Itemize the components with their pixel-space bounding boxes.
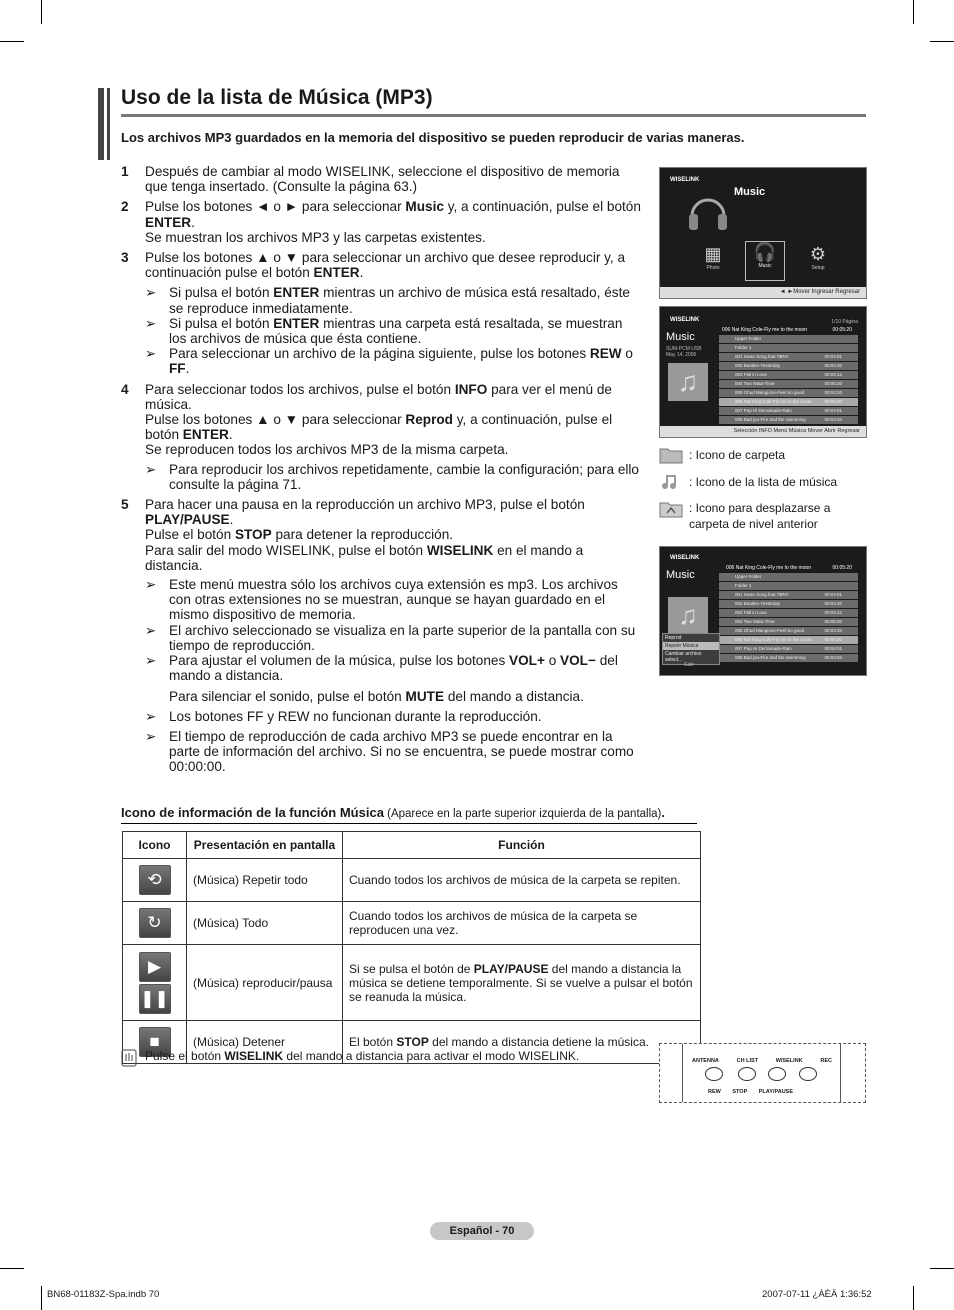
screen-title: Music [734, 186, 766, 198]
step-2: 2 Pulse los botones ◄ o ► para seleccionar Music y, a continuación, pulse el botón ENTER. Se muestran los archivos MP3 y las carpetas existentes. [121, 199, 641, 245]
step-4-note: ➢ Para reproducir los archivos repetidamente, cambie la configuración; para ello consulte la página 71. [145, 461, 639, 492]
file-name: 008 Bad joo-Fire and the swimming [735, 655, 806, 660]
file-duration: 00:03:04 [824, 655, 842, 660]
headphones-icon [686, 190, 730, 234]
list-item[interactable] [719, 627, 858, 635]
tip: Pulse el botón WISELINK del mando a distancia para activar el modo WISELINK. [121, 1049, 579, 1067]
file-name: 005 Ohud Mangione-Feel So good [735, 390, 805, 395]
music-note-large-icon: ♫ [668, 597, 708, 633]
screen-nav-bar: ◄ ►Mover Ingresar Regresar [660, 287, 866, 298]
wiselink-logo: WISELINK [670, 317, 700, 323]
file-name: Folder 1 [735, 583, 752, 588]
table-row: ■ (Música) Detener El botón STOP del mando a distancia detiene la música. [123, 1021, 701, 1064]
wiselink-logo: WISELINK [670, 177, 700, 183]
file-duration: 00:05:20 [824, 619, 842, 624]
step-5-note-4: ➢ Los botones FF y REW no funcionan durante la reproducción. [145, 708, 542, 724]
photo-tile: ▦ Photo [704, 244, 722, 271]
list-item[interactable] [719, 398, 858, 406]
step-5: 5 Para hacer una pausa en la reproducción un archivo MP3, pulse el botón PLAY/PAUSE. Pulse el botón STOP para detener la reproducción. Para salir del modo WISELINK, pulse el botón WISELINK en el mando a distancia. [121, 497, 585, 573]
step-1: 1 Después de cambiar al modo WISELINK, seleccione el dispositivo de memoria que tenga insertado. (Consulte la página 63.) [121, 164, 620, 195]
legend-folder: : Icono de carpeta [659, 446, 785, 464]
screenshot-music-menu [659, 167, 867, 299]
step-5-note-1: ➢ Este menú muestra sólo los archivos cuya extensión es mp3. Los archivos con otras extensiones no se muestran, aunque se hayan guardado en el mismo dispositivo de memoria. [145, 577, 618, 623]
file-name: 001 Swan Song feat.TBNY [735, 354, 789, 359]
music-tile: 🎧 Music [745, 241, 785, 281]
file-name: 007 Pop Hi Derramado-Rain [735, 408, 792, 413]
file-name: Folder 1 [735, 345, 752, 350]
list-item[interactable] [719, 618, 858, 626]
file-duration: 00:04:01 [824, 646, 842, 651]
file-duration: 00:04:20 [824, 628, 842, 633]
list-item[interactable] [719, 353, 858, 361]
step-3: 3 Pulse los botones ▲ o ▼ para seleccionar un archivo que desee reproducir y, a continuación pulse el botón ENTER. [121, 250, 626, 281]
step-3-note-1: ➢ Si pulsa el botón ENTER mientras un archivo de música está resaltado, éste se reproduce inmediatamente. [145, 285, 630, 316]
step-5-note-3: ➢ Para ajustar el volumen de la música, pulse los botones VOL+ o VOL− del mando a distancia. [145, 653, 618, 684]
file-duration: 00:05:20 [824, 381, 842, 386]
screenshot-music-list: WISELINK 1/10 Página Music SUM-PCM USB May 14, 2006 ♫ 006 Nat King Cole-Fly me to the moon 00:05:20 Upper Folder Folder 1 001 Swan Song feat.TBNY 00:04:01 002 Beatles-Yesterday 00:04:20 003 Fall in Love 00:04:12 004 Two Mata-Time 00:05:20 005 Ohud Mangione-Feel So good 00:04:20 006 Nat King Cole-Fly me to the moon 00:05:20 007 Pop Hi Derramado-Rain 00:04:01 008 Bad joo-Fire and the swimming 00:03:04 Selección INFO Menú Música Mover Abrir Regresar [659, 306, 867, 438]
repeat-once-icon: ↻ [139, 908, 171, 938]
menu-item-reprod[interactable]: Reprod [665, 635, 682, 641]
file-duration: 00:04:20 [824, 363, 842, 368]
menu-item-cambiar[interactable]: Cambiar archivo select.. [665, 651, 702, 663]
file-duration: 00:04:12 [824, 610, 842, 615]
remote-image [659, 1043, 866, 1103]
list-item[interactable] [719, 416, 858, 424]
play-icon: ▶ [139, 952, 171, 982]
file-name: 002 Beatles-Yesterday [735, 363, 781, 368]
table-heading: Icono de información de la función Música (Aparece en la parte superior izquierda de la pantalla). [121, 805, 665, 820]
file-duration: 00:04:12 [824, 372, 842, 377]
pause-icon: ❚❚ [139, 984, 171, 1014]
file-name: 006 Nat King Cole-Fly me to the moon [735, 399, 812, 404]
screenshot-music-info-menu: WISELINK Music 006 Nat King Cole-Fly me to the moon 00:05:20 ♫ Upper Folder Folder 1 001 Swan Song feat.TBNY 00:04:01 002 Beatles-Yesterday 00:04:20 003 Fall in Love 00:04:12 004 Two Mata-Time 00:05:20 005 Ohud Mangione-Feel So good 00:04:20 006 Nat King Cole-Fly me to the moon 00:05:20 007 Pop Hi Derramado-Rain 00:04:01 008 Bad joo-Fire and the swimming 00:03:04 Reprod Repetir Música Cambiar archivo select.. Salir [659, 546, 867, 676]
icon-info-table: Icono Presentación en pantalla Función ⟲ (Música) Repetir todo Cuando todos los archivos de música de la carpeta se repiten. ↻ (Música) Todo Cuando todos los archivos de música de la carpeta se reproducen una vez. ▶ ❚❚ (Música) reproducir/pausa Si se pulsa el botón de PLAY/PAUSE del mando a distancia la música se detiene temporalmente. Si se vuelve a pulsar el botón se reanuda la música. ■ (Música) Detener El botón STOP del mando a distancia detiene la música. [122, 831, 701, 1064]
list-item[interactable] [719, 591, 858, 599]
page-title: Uso de la lista de Música (MP3) [121, 86, 433, 109]
file-name: 002 Beatles-Yesterday [735, 601, 781, 606]
file-name: Upper Folder [735, 336, 762, 341]
file-duration: 00:04:01 [824, 592, 842, 597]
screen-nav-bar: Selección INFO Menú Música Mover Abrir Regresar [660, 426, 866, 437]
list-item[interactable] [719, 380, 858, 388]
info-popup-menu [662, 633, 720, 665]
file-duration: 00:05:20 [824, 399, 842, 404]
music-note-large-icon: ♫ [668, 363, 708, 401]
remote-row-1: ANTENNA CH LIST WISELINK REC [692, 1058, 832, 1064]
folder-icon [659, 446, 683, 464]
file-name: 003 Fall in Love [735, 610, 767, 615]
table-row: ⟲ (Música) Repetir todo Cuando todos los archivos de música de la carpeta se repiten. [123, 859, 701, 902]
list-item[interactable] [719, 335, 858, 343]
list-item[interactable] [719, 600, 858, 608]
step-5-note-2: ➢ El archivo seleccionado se visualiza en la parte superior de la pantalla con su tiempo de reproducción. [145, 622, 636, 653]
file-name: 004 Two Mata-Time [735, 381, 775, 386]
table-row: ▶ ❚❚ (Música) reproducir/pausa Si se pulsa el botón de PLAY/PAUSE del mando a distancia la música se detiene temporalmente. Si se vuelve a pulsar el botón se reanuda la música. [123, 945, 701, 1021]
file-duration: 00:03:04 [824, 417, 842, 422]
steps [121, 164, 641, 775]
page-number: Español - 70 [430, 1222, 534, 1240]
file-name: 006 Nat King Cole-Fly me to the moon [735, 637, 812, 642]
file-name: 005 Ohud Mangione-Feel So good [735, 628, 805, 633]
list-item[interactable] [719, 636, 858, 644]
stop-icon: ■ [139, 1027, 171, 1057]
note-hand-icon [121, 1049, 137, 1067]
remote-row-2: REW STOP PLAY/PAUSE [708, 1089, 793, 1095]
step-3-note-3: ➢ Para seleccionar un archivo de la página siguiente, pulse los botones REW o FF. [145, 346, 633, 377]
list-item[interactable] [719, 645, 858, 653]
file-name: 008 Bad joo-Fire and the swimming [735, 417, 806, 422]
title-rule [121, 114, 866, 117]
file-name: 001 Swan Song feat.TBNY [735, 592, 789, 597]
wiselink-logo: WISELINK [670, 555, 700, 561]
file-name: 007 Pop Hi Derramado-Rain [735, 646, 792, 651]
file-name: 003 Fall in Love [735, 372, 767, 377]
file-name: 004 Two Mata-Time [735, 619, 775, 624]
file-duration: 00:05:20 [824, 637, 842, 642]
repeat-all-icon: ⟲ [139, 865, 171, 895]
list-item[interactable] [719, 344, 858, 352]
list-item[interactable] [719, 371, 858, 379]
upper-folder-icon [659, 500, 683, 518]
file-duration: 00:04:20 [824, 601, 842, 606]
list-item[interactable] [719, 654, 858, 662]
music-note-icon [659, 473, 683, 491]
step-5-note-5: ➢ El tiempo de reproducción de cada archivo MP3 se puede encontrar en la parte de información del archivo. Si no se encuentra, se puede mostrar como 00:00:00. [145, 728, 634, 775]
list-item[interactable] [719, 582, 858, 590]
footer-left: BN68-01183Z-Spa.indb 70 [47, 1289, 160, 1300]
file-duration: 00:04:01 [824, 354, 842, 359]
mute-text: Para silenciar el sonido, pulse el botón MUTE del mando a distancia. [169, 688, 584, 704]
file-duration: 00:04:20 [824, 390, 842, 395]
setup-tile: ⚙ Setup [809, 244, 827, 271]
menu-item-repetir[interactable]: Repetir Música [663, 642, 719, 650]
list-item[interactable] [719, 389, 858, 397]
file-duration: 00:04:01 [824, 408, 842, 413]
list-item[interactable] [719, 362, 858, 370]
step-3-note-2: ➢ Si pulsa el botón ENTER mientras una carpeta está resaltada, se muestran los archivos de música que ésta contiene. [145, 315, 623, 347]
intro-text: Los archivos MP3 guardados en la memoria del dispositivo se pueden reproducir de varias maneras. [121, 130, 745, 145]
table-row: ↻ (Música) Todo Cuando todos los archivos de música de la carpeta se reproducen una vez. [123, 902, 701, 945]
footer-right: 2007-07-11 ¿ÀÈÄ 1:36:52 [762, 1289, 872, 1300]
list-item[interactable] [719, 609, 858, 617]
step-4: 4 Para seleccionar todos los archivos, pulse el botón INFO para ver el menú de música. Pulse los botones ▲ o ▼ para seleccionar Reprod y, a continuación, pulse el botón ENTER. Se reproducen todos los archivos MP3 de la misma carpeta. [121, 381, 613, 458]
legend-music: : Icono de la lista de música [659, 473, 837, 491]
legend-upper-folder: : Icono para desplazarse a carpeta de nivel anterior [659, 500, 859, 532]
list-item[interactable] [719, 573, 858, 581]
file-name: Upper Folder [735, 574, 762, 579]
list-item[interactable] [719, 407, 858, 415]
